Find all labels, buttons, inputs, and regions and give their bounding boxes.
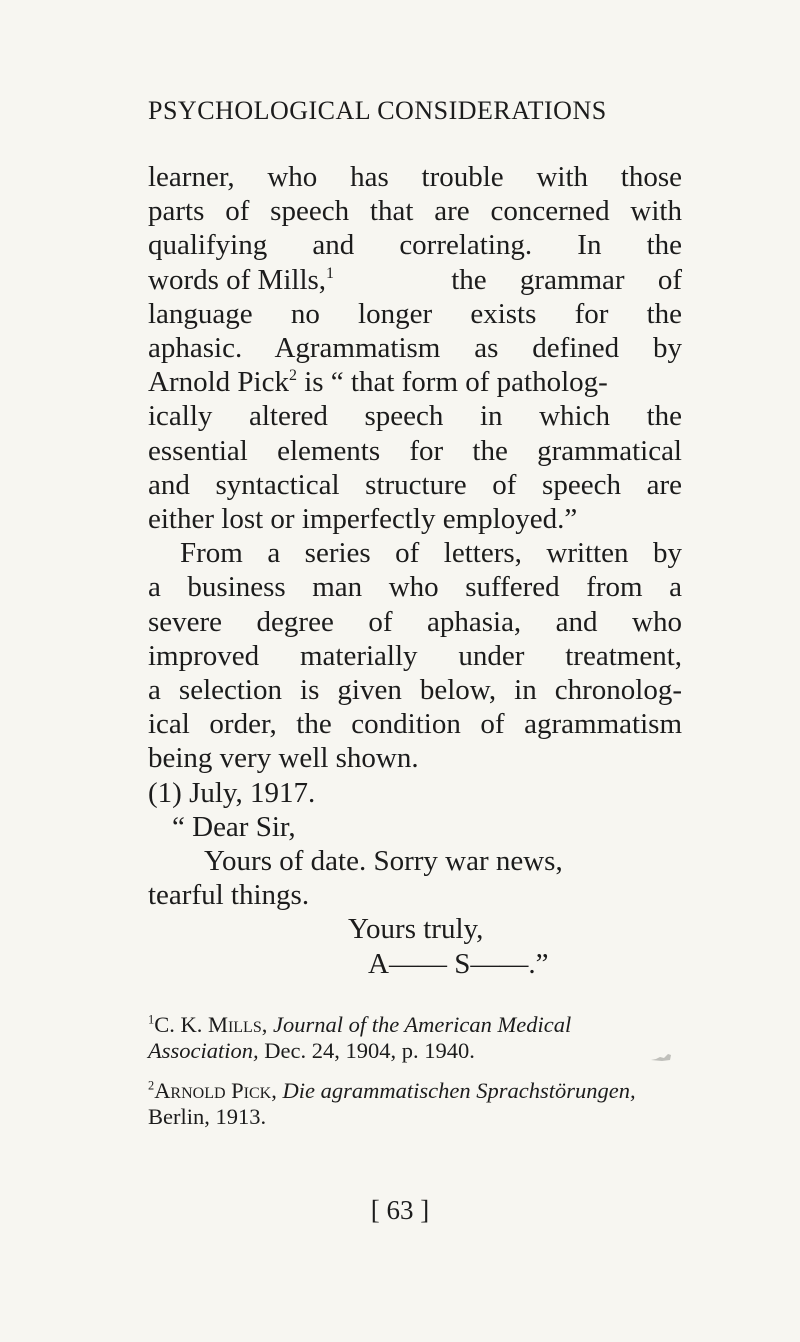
- text-line: ical order, the condition of agrammatism: [148, 708, 682, 741]
- text-fragment: is “ that form of patholog-: [296, 366, 608, 399]
- ink-smudge-mark: [650, 1052, 672, 1062]
- text-line: a selection is given below, in chronolog-: [148, 674, 682, 707]
- footnote-author: Arnold Pick,: [154, 1078, 277, 1103]
- page-number: [ 63 ]: [370, 1195, 430, 1225]
- text-fragment: words of Mills,: [148, 263, 327, 296]
- text-line: aphasic. Agrammatism as defined by: [148, 332, 682, 365]
- footnote-author: C. K. Mills,: [154, 1012, 268, 1037]
- text-line: improved materially under treatment,: [148, 639, 682, 672]
- footnote-marker: 1: [148, 1012, 155, 1027]
- text-line: severe degree of aphasia, and who: [148, 605, 682, 638]
- footnotes: [148, 1012, 682, 1130]
- footnote-2: [148, 1078, 682, 1130]
- text-line-with-note: [148, 365, 682, 399]
- text-line: ically altered speech in which the: [148, 400, 682, 433]
- text-line: either lost or imperfectly employed.”: [148, 503, 578, 536]
- running-head: PSYCHOLOGICAL CONSIDERATIONS: [148, 96, 607, 125]
- text-line: qualifying and correlating. In the: [148, 229, 682, 262]
- footnote-marker: 2: [148, 1078, 155, 1093]
- letter-heading: (1) July, 1917.: [148, 776, 316, 809]
- body-text: [148, 160, 682, 981]
- footnote-ref-2: 2: [288, 367, 297, 385]
- footnote-citation: Dec. 24, 1904, p. 1940.: [258, 1038, 475, 1063]
- letter-excerpt: [148, 776, 682, 981]
- text-fragment: the grammar of: [451, 263, 682, 296]
- footnote-citation: Berlin, 1913.: [148, 1104, 267, 1129]
- text-line: essential elements for the grammatical: [148, 434, 682, 467]
- letter-signature: A—— S——.”: [368, 947, 549, 980]
- letter-salutation: “ Dear Sir,: [172, 810, 296, 843]
- letter-line: tearful things.: [148, 879, 310, 912]
- letter-closing: Yours truly,: [348, 913, 484, 946]
- footnote-ref-1: 1: [326, 264, 335, 282]
- text-line: parts of speech that are concerned with: [148, 195, 682, 228]
- text-line: From a series of letters, written by: [180, 537, 682, 570]
- footnote-journal: Journal of the American Medical Association,: [148, 1012, 572, 1063]
- text-fragment: Arnold Pick: [148, 366, 289, 399]
- letter-line: Yours of date. Sorry war news,: [204, 845, 563, 878]
- footnote-title: Die agrammatischen Sprachstörungen,: [282, 1078, 636, 1103]
- footnote-1: [148, 1012, 682, 1064]
- text-line: learner, who has trouble with those: [148, 161, 682, 193]
- text-line: being very well shown.: [148, 742, 419, 775]
- text-line: a business man who suffered from a: [148, 571, 682, 604]
- text-line: and syntactical structure of speech are: [148, 468, 682, 501]
- text-line-with-note: [148, 263, 682, 297]
- text-line: language no longer exists for the: [148, 297, 682, 330]
